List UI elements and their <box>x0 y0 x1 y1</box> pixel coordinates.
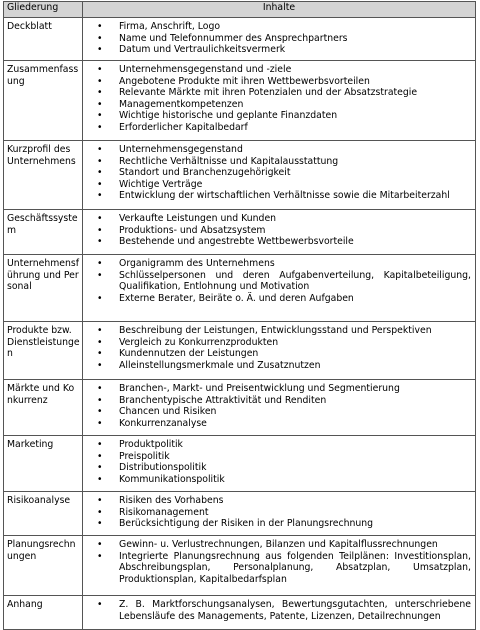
list-item: • Externe Berater, Beiräte o. Ä. und deren Aufgaben <box>119 293 471 305</box>
list-item: • Kommunikationspolitik <box>119 474 471 486</box>
table-row <box>4 436 476 492</box>
list-item: • Entwicklung der wirtschaftlichen Verhältnisse sowie die Mitarbeiterzahl <box>119 190 471 202</box>
list-item: • Preispolitik <box>119 451 471 463</box>
list-item: • Datum und Vertraulichkeitsvermerk <box>119 44 471 56</box>
list-item: • Organigramm des Unternehmens <box>119 258 471 270</box>
section-contents <box>83 436 476 492</box>
section-contents <box>83 536 476 596</box>
section-contents <box>83 61 476 141</box>
bullet-list <box>87 144 471 202</box>
list-item: • Schlüsselpersonen und deren Aufgabenverteilung, Kapitalbeteiligung, Qualifikation, Entlohnung und Motivation <box>119 270 471 293</box>
list-item: • Branchentypische Attraktivität und Renditen <box>119 395 471 407</box>
table-row <box>4 18 476 61</box>
section-label: Marketing <box>4 436 83 492</box>
section-label: Deckblatt <box>4 18 83 61</box>
business-plan-outline <box>3 1 476 630</box>
list-item: • Risiken des Vorhabens <box>119 495 471 507</box>
list-item: • Integrierte Planungsrechnung aus folgenden Teilplänen: Investitionsplan, Abschreibungsplan, Personalplanung, Absatzplan, Umsatzplan, Produktionsplan, Kapitalbedarfsplan <box>119 551 471 586</box>
header-inhalte: Inhalte <box>83 2 476 18</box>
table-row <box>4 322 476 380</box>
section-label: Kurzprofil des Unternehmens <box>4 141 83 210</box>
table-row <box>4 380 476 436</box>
list-item: • Relevante Märkte mit ihren Potenzialen und der Absatzstrategie <box>119 87 471 99</box>
table-header-row <box>4 2 476 18</box>
list-item: • Kundennutzen der Leistungen <box>119 348 471 360</box>
bullet-list <box>87 495 471 530</box>
table-row <box>4 492 476 536</box>
table-row <box>4 596 476 630</box>
list-item: • Chancen und Risiken <box>119 406 471 418</box>
bullet-list <box>87 213 471 248</box>
list-item: • Verkaufte Leistungen und Kunden <box>119 213 471 225</box>
list-item: • Konkurrenzanalyse <box>119 418 471 430</box>
list-item: • Alleinstellungsmerkmale und Zusatznutzen <box>119 360 471 372</box>
bullet-list <box>87 325 471 371</box>
bullet-list <box>87 383 471 429</box>
table-row <box>4 536 476 596</box>
table-row <box>4 141 476 210</box>
list-item: • Produktpolitik <box>119 439 471 451</box>
list-item: • Gewinn- u. Verlustrechnungen, Bilanzen und Kapitalflussrechnungen <box>119 539 471 551</box>
list-item: • Standort und Branchenzugehörigkeit <box>119 167 471 179</box>
table-row <box>4 61 476 141</box>
section-label: Risikoanalyse <box>4 492 83 536</box>
bullet-list <box>87 258 471 304</box>
section-label: Planungsrechnungen <box>4 536 83 596</box>
section-contents <box>83 596 476 630</box>
list-item: • Name und Telefonnummer des Ansprechpartners <box>119 33 471 45</box>
list-item: • Wichtige historische und geplante Finanzdaten <box>119 110 471 122</box>
section-contents <box>83 492 476 536</box>
outline-table <box>3 1 476 630</box>
list-item: • Berücksichtigung der Risiken in der Planungsrechnung <box>119 518 471 530</box>
section-contents <box>83 380 476 436</box>
section-label: Produkte bzw. Dienstleistungen <box>4 322 83 380</box>
section-label: Anhang <box>4 596 83 630</box>
section-contents <box>83 322 476 380</box>
list-item: • Erforderlicher Kapitalbedarf <box>119 122 471 134</box>
list-item: • Unternehmensgegenstand und -ziele <box>119 64 471 76</box>
list-item: • Vergleich zu Konkurrenzprodukten <box>119 337 471 349</box>
list-item: • Bestehende und angestrebte Wettbewerbsvorteile <box>119 236 471 248</box>
section-label: Zusammenfassung <box>4 61 83 141</box>
list-item: • Z. B. Marktforschungsanalysen, Bewertungsgutachten, unterschriebene Lebensläufe des Managements, Patente, Lizenzen, Detailrechnungen <box>119 599 471 622</box>
list-item: • Produktions- und Absatzsystem <box>119 225 471 237</box>
section-contents <box>83 141 476 210</box>
list-item: • Branchen-, Markt- und Preisentwicklung und Segmentierung <box>119 383 471 395</box>
bullet-list <box>87 599 471 622</box>
list-item: • Risikomanagement <box>119 507 471 519</box>
list-item: • Beschreibung der Leistungen, Entwicklungsstand und Perspektiven <box>119 325 471 337</box>
bullet-list <box>87 21 471 56</box>
table-row <box>4 210 476 255</box>
section-label: Unternehmensführung und Personal <box>4 255 83 322</box>
list-item: • Wichtige Verträge <box>119 179 471 191</box>
table-row <box>4 255 476 322</box>
section-label: Geschäftssystem <box>4 210 83 255</box>
bullet-list <box>87 539 471 585</box>
section-contents <box>83 255 476 322</box>
section-contents <box>83 210 476 255</box>
table-body <box>4 18 476 630</box>
list-item: • Angebotene Produkte mit ihren Wettbewerbsvorteilen <box>119 76 471 88</box>
list-item: • Distributionspolitik <box>119 462 471 474</box>
header-gliederung: Gliederung <box>4 2 83 18</box>
section-label: Märkte und Konkurrenz <box>4 380 83 436</box>
list-item: • Rechtliche Verhältnisse und Kapitalausstattung <box>119 156 471 168</box>
list-item: • Firma, Anschrift, Logo <box>119 21 471 33</box>
list-item: • Unternehmensgegenstand <box>119 144 471 156</box>
section-contents <box>83 18 476 61</box>
bullet-list <box>87 439 471 485</box>
list-item: • Managementkompetenzen <box>119 99 471 111</box>
bullet-list <box>87 64 471 134</box>
